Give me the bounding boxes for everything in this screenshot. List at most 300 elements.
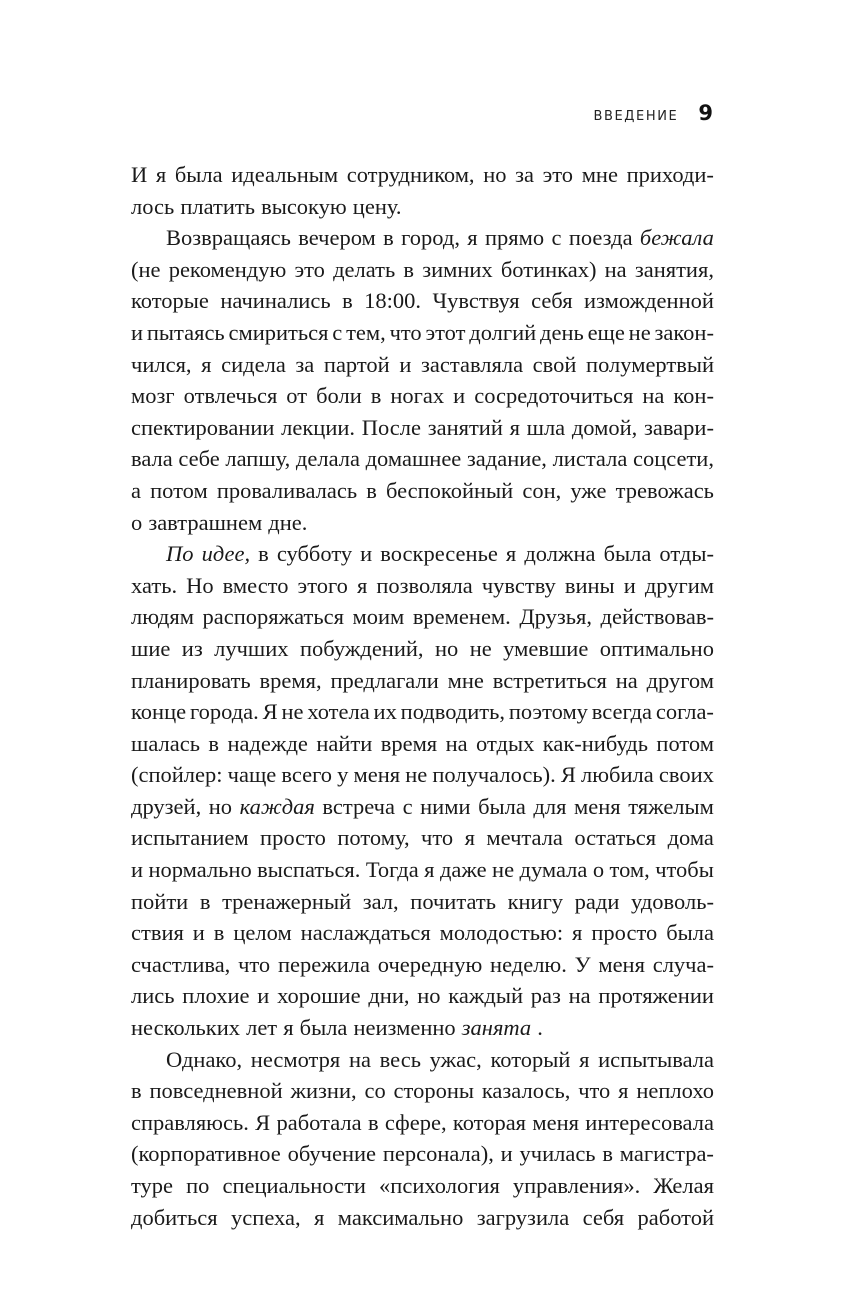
word: приходи-	[626, 162, 714, 187]
word: просто	[260, 825, 326, 851]
word: делать	[333, 256, 396, 282]
word: себя	[582, 1204, 625, 1230]
word: и	[360, 541, 373, 567]
word: и	[131, 857, 144, 883]
word: Однако,	[166, 1046, 243, 1072]
word: думала	[519, 857, 588, 883]
word: и	[399, 351, 412, 377]
word: соцсети,	[632, 446, 714, 472]
text-line	[131, 1107, 714, 1139]
word: домой,	[571, 414, 638, 440]
word: Чувствуя	[432, 288, 520, 314]
word: предлагали	[330, 667, 439, 693]
text-line	[131, 601, 714, 633]
word: с	[402, 793, 413, 819]
word: я	[314, 1204, 325, 1230]
word: этот	[425, 319, 466, 345]
word: мозг	[131, 383, 175, 409]
word: меня	[574, 793, 621, 819]
text-line	[131, 696, 714, 728]
word: в	[370, 383, 382, 409]
word: у	[337, 762, 349, 788]
word: поэтому	[508, 699, 588, 725]
word: не	[469, 635, 492, 661]
word: что	[421, 825, 454, 851]
word: даже	[439, 857, 487, 883]
word: задание,	[466, 446, 547, 472]
word: чился,	[131, 351, 192, 377]
word: себе	[178, 446, 220, 472]
word: закон-	[654, 319, 714, 345]
word: лекции.	[281, 414, 356, 440]
text-line	[131, 570, 714, 602]
word: лет	[246, 1015, 278, 1041]
word: магистра-	[619, 1141, 714, 1167]
word: была	[478, 793, 526, 819]
word: и	[453, 383, 466, 409]
word: я	[201, 351, 212, 377]
word: справляюсь.	[131, 1109, 249, 1135]
word: и	[257, 983, 270, 1009]
text-line	[131, 222, 714, 254]
word: ногах	[390, 383, 445, 409]
word: Я	[560, 762, 576, 788]
word: с	[551, 225, 562, 251]
word: несмотря	[250, 1046, 341, 1072]
word: ними	[420, 793, 471, 819]
word: ужас,	[429, 1046, 482, 1072]
word: испытанием	[131, 825, 249, 851]
word: жизни,	[290, 1078, 357, 1104]
word: ствия	[131, 920, 184, 946]
word: со	[364, 1078, 386, 1104]
word: на	[615, 667, 638, 693]
word: мне	[581, 162, 618, 187]
word: сфере,	[384, 1109, 447, 1135]
word: проваливалась	[216, 477, 358, 503]
word: но	[208, 793, 233, 819]
word: И	[131, 162, 148, 187]
word: о	[131, 509, 143, 535]
word: моим	[352, 604, 405, 630]
word: По	[166, 541, 194, 567]
word: вины	[564, 572, 615, 598]
word: хать.	[131, 572, 178, 598]
word: ради	[574, 888, 620, 914]
word: Желая	[653, 1173, 714, 1198]
word: я	[424, 857, 435, 883]
word: казалось,	[481, 1078, 571, 1104]
text-line	[131, 285, 714, 317]
word: неизменно	[353, 1015, 456, 1041]
word: лучших	[214, 635, 289, 661]
word: Я	[262, 699, 278, 725]
word: я	[467, 225, 478, 251]
word: У	[574, 951, 591, 977]
word: спектировании	[131, 414, 275, 440]
word: добиться	[131, 1204, 218, 1230]
text-line	[131, 317, 714, 349]
text-line	[131, 443, 714, 475]
word: в	[199, 888, 211, 914]
word: боли	[316, 383, 362, 409]
word: зимних	[422, 256, 493, 282]
word: в	[367, 1109, 379, 1135]
text-line	[131, 886, 714, 918]
word: потому,	[337, 825, 410, 851]
word: мне	[447, 667, 484, 693]
word: что	[238, 951, 271, 977]
word: отвлечься	[183, 383, 278, 409]
word: занята .	[461, 1015, 543, 1041]
word: время,	[259, 667, 322, 693]
word: заставляла	[420, 351, 524, 377]
text-line	[131, 665, 714, 697]
text-line	[131, 191, 714, 223]
word: город,	[401, 225, 460, 251]
text-line	[131, 538, 714, 570]
word: конце	[131, 699, 187, 725]
word: я	[283, 1015, 294, 1041]
word: в	[366, 477, 377, 503]
word: домашнее	[365, 446, 462, 472]
word: но	[434, 635, 459, 661]
word: я	[572, 920, 583, 946]
word: мечтала	[486, 825, 563, 851]
text-line	[131, 475, 714, 507]
text-line	[131, 1202, 714, 1234]
word: стороны	[393, 1078, 474, 1104]
word: я	[579, 1046, 590, 1072]
word: в	[383, 225, 394, 251]
word: чувству	[481, 572, 556, 598]
word: меня	[598, 951, 645, 977]
word: нескольких	[131, 1015, 241, 1041]
word: в	[131, 1078, 142, 1104]
text-line	[131, 949, 714, 981]
word: счастлива,	[131, 951, 231, 977]
word: позволяла	[376, 572, 473, 598]
word: распоряжаться	[202, 604, 344, 630]
word: хотела	[307, 699, 370, 725]
word: каждый	[448, 983, 524, 1009]
text-line	[131, 1044, 714, 1076]
word: за	[515, 162, 534, 187]
word: по	[186, 1173, 210, 1198]
body-text	[131, 159, 714, 1233]
word: лись	[131, 983, 175, 1009]
word: шалась	[131, 730, 200, 756]
word: согла-	[655, 699, 714, 725]
word: неделю.	[490, 951, 567, 977]
word: дне.	[268, 509, 308, 535]
word: на	[348, 1046, 371, 1072]
word: управления».	[512, 1173, 641, 1198]
word: книгу	[507, 888, 564, 914]
word: от	[286, 383, 308, 409]
word: После	[361, 414, 422, 440]
word: персонала),	[382, 1141, 494, 1167]
word: была	[666, 920, 714, 946]
word: это	[294, 256, 325, 282]
word: встреча	[322, 793, 395, 819]
word: работой	[637, 1204, 714, 1230]
text-line	[131, 1138, 714, 1170]
word: а	[131, 477, 141, 503]
word: отды-	[659, 541, 714, 567]
word: 18:00.	[364, 288, 422, 314]
word: занятия,	[634, 256, 714, 282]
word: дома	[667, 825, 714, 851]
word: весь	[379, 1046, 421, 1072]
word: том,	[609, 857, 650, 883]
word: высокую	[261, 193, 347, 219]
word: испытывала	[598, 1046, 714, 1072]
word: и	[500, 1141, 513, 1167]
text-line	[131, 159, 714, 191]
word: своих	[658, 762, 714, 788]
word: должна	[524, 541, 596, 567]
word: обучение	[287, 1141, 377, 1167]
word: отдых	[476, 730, 535, 756]
word: завари-	[643, 414, 714, 440]
word: сотрудником,	[346, 162, 475, 187]
text-line	[131, 759, 714, 791]
word: лапшу,	[225, 446, 291, 472]
word: любила	[581, 762, 654, 788]
word: чтобы	[655, 857, 714, 883]
word: изможденной	[584, 288, 714, 314]
word: наслаждаться	[300, 920, 431, 946]
word: пытаясь	[146, 319, 225, 345]
word: полумертвый	[586, 351, 714, 377]
word: оптимально	[599, 635, 714, 661]
word: всегда	[591, 699, 653, 725]
word: беспокойный	[385, 477, 514, 503]
word: другим	[644, 572, 714, 598]
text-line	[131, 980, 714, 1012]
word: вместо	[222, 572, 289, 598]
word: работала	[276, 1109, 362, 1135]
text-line	[131, 633, 714, 665]
word: что	[578, 1078, 611, 1104]
word: начинались	[220, 288, 331, 314]
word: пережила	[277, 951, 371, 977]
word: идее,	[201, 541, 251, 567]
word: их	[373, 699, 397, 725]
word: на	[604, 256, 627, 282]
word: остаться	[574, 825, 657, 851]
word: долгий	[469, 319, 537, 345]
word: надежде	[227, 730, 308, 756]
word: время	[380, 730, 438, 756]
word: Я	[255, 1109, 271, 1135]
word: себя	[531, 288, 573, 314]
word: не	[628, 319, 651, 345]
word: которая	[452, 1109, 527, 1135]
word: действовав-	[600, 604, 714, 630]
word: еще	[587, 319, 625, 345]
word: была	[603, 541, 652, 567]
word: специальности	[222, 1173, 366, 1198]
word: (спойлер:	[131, 762, 223, 788]
word: партой	[323, 351, 390, 377]
text-line	[131, 349, 714, 381]
word: чаще	[227, 762, 277, 788]
word: за	[295, 351, 315, 377]
word: просто	[591, 920, 658, 946]
word: меня	[353, 762, 401, 788]
word: бежала	[639, 225, 714, 251]
word: друзей,	[131, 793, 202, 819]
word: потом	[150, 477, 208, 503]
word: тренажерный	[222, 888, 352, 914]
word: нормально	[148, 857, 252, 883]
word: очередную	[377, 951, 483, 977]
word: молодостью:	[439, 920, 564, 946]
text-line	[131, 854, 714, 886]
word: повседневной	[149, 1078, 283, 1104]
word: неплохо	[636, 1078, 714, 1104]
word: интересовала	[585, 1109, 714, 1135]
word: я	[155, 162, 167, 187]
word: из	[181, 635, 203, 661]
word: тревожась	[615, 477, 714, 503]
section-title: ВВЕДЕНИЕ	[593, 109, 679, 124]
word: поезда	[568, 225, 633, 251]
word: побуждений,	[299, 635, 424, 661]
word: была	[174, 162, 223, 187]
word: идеальным	[231, 162, 339, 187]
word: протяжении	[598, 983, 714, 1009]
word: платить	[180, 193, 256, 219]
word: училась	[519, 1141, 596, 1167]
text-line	[131, 1012, 714, 1044]
word: не	[405, 762, 428, 788]
word: в	[213, 920, 225, 946]
word: людям	[131, 604, 194, 630]
word: умевшие	[503, 635, 589, 661]
word: загрузила	[476, 1204, 570, 1230]
word: подводить,	[400, 699, 506, 725]
word: Друзья,	[519, 604, 593, 630]
word: цену.	[352, 193, 402, 219]
word: ботинках)	[500, 256, 597, 282]
word: завтрашнем	[148, 509, 263, 535]
word: временем.	[412, 604, 511, 630]
word: делала	[295, 446, 360, 472]
word: планировать	[131, 667, 251, 693]
word: сидела	[221, 351, 286, 377]
word: тем,	[346, 319, 386, 345]
word: что	[389, 319, 422, 345]
word: всего	[281, 762, 333, 788]
word: в	[208, 730, 220, 756]
word: как-нибудь	[542, 730, 648, 756]
text-line	[131, 822, 714, 854]
word: для	[533, 793, 567, 819]
word: сосредоточиться	[474, 383, 634, 409]
text-line	[131, 507, 714, 539]
text-line	[131, 254, 714, 286]
word: рекомендую	[168, 256, 287, 282]
text-line	[131, 728, 714, 760]
word: в	[403, 256, 415, 282]
word: и	[192, 920, 205, 946]
word: листала	[552, 446, 628, 472]
page-number: 9	[698, 101, 713, 125]
word: вала	[131, 446, 173, 472]
word: случа-	[652, 951, 714, 977]
word: которые	[131, 288, 209, 314]
text-line	[131, 1170, 714, 1202]
word: с	[332, 319, 343, 345]
word: и	[131, 319, 144, 345]
word: (не	[131, 256, 161, 282]
text-line	[131, 917, 714, 949]
word: вечером	[298, 225, 376, 251]
word: «психология	[379, 1173, 500, 1198]
word: в	[602, 1141, 613, 1167]
word: я	[356, 572, 368, 598]
word: раз	[530, 983, 561, 1009]
word: субботу	[276, 541, 353, 567]
word: это	[542, 162, 574, 187]
word: лось	[131, 193, 175, 219]
word: тяжелым	[628, 793, 714, 819]
word: почитать	[410, 888, 496, 914]
word: Возвращаясь	[166, 225, 291, 251]
word: получалось).	[432, 762, 556, 788]
word: и	[623, 572, 636, 598]
word: в	[258, 541, 269, 567]
word: шие	[131, 635, 171, 661]
word: но	[483, 162, 507, 187]
word: выспаться.	[257, 857, 361, 883]
word: города.	[189, 699, 259, 725]
word: прямо	[485, 225, 545, 251]
word: другом	[646, 667, 714, 693]
running-header	[593, 101, 713, 125]
text-line	[131, 380, 714, 412]
word: шла	[526, 414, 566, 440]
word: этого	[297, 572, 348, 598]
word: я	[464, 825, 475, 851]
word: не	[281, 699, 304, 725]
word: занятий	[427, 414, 503, 440]
word: зал,	[362, 888, 399, 914]
word: максимально	[337, 1204, 464, 1230]
word: свой	[532, 351, 577, 377]
word: хорошие	[277, 983, 361, 1009]
word: я	[505, 541, 517, 567]
word: на	[568, 983, 591, 1009]
word: сон,	[522, 477, 562, 503]
word: я	[509, 414, 520, 440]
word: в	[342, 288, 353, 314]
word: не	[492, 857, 515, 883]
word: смириться	[228, 319, 329, 345]
word: дни,	[368, 983, 410, 1009]
word: целом	[233, 920, 292, 946]
word: потом	[656, 730, 714, 756]
word: пойти	[131, 888, 189, 914]
word: на	[445, 730, 468, 756]
word: туре	[131, 1173, 174, 1198]
word: (корпоративное	[131, 1141, 281, 1167]
word: уже	[570, 477, 607, 503]
word: найти	[316, 730, 373, 756]
